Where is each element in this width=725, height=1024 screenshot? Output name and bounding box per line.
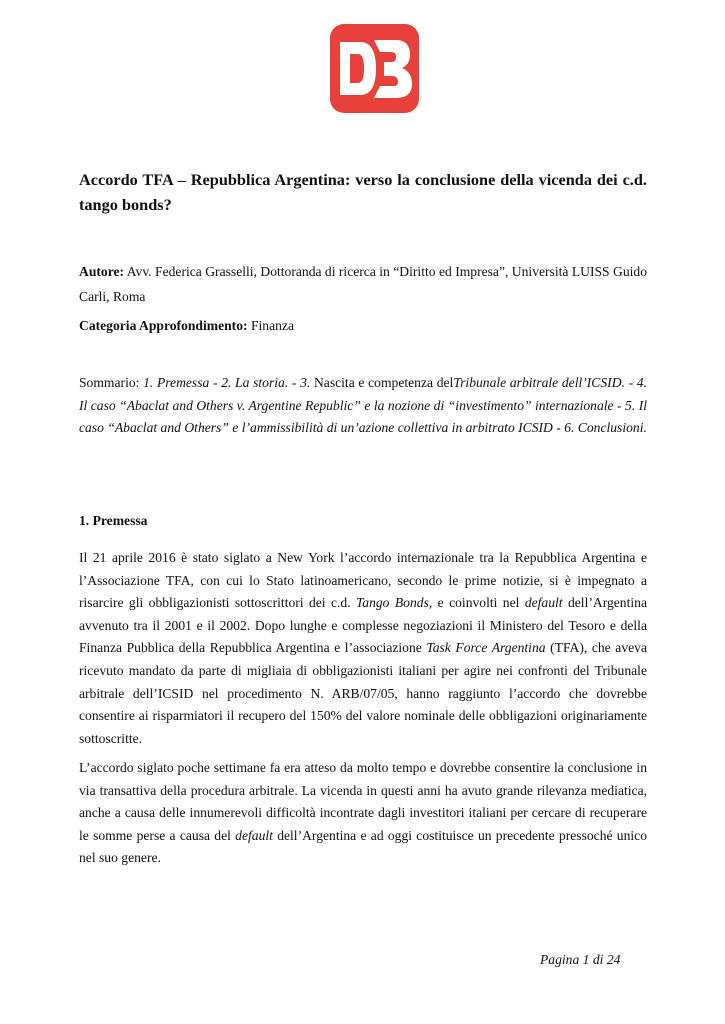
summary [79, 372, 647, 440]
para1-italic-3: Task Force Argentina [426, 640, 546, 656]
para2-text-2: dell’Argentina e ad oggi costituisce un precedente pressoché unico nel suo genere. [79, 827, 647, 866]
category-line [79, 313, 647, 338]
author-label: Autore: [79, 264, 125, 279]
paragraph-2 [79, 757, 647, 870]
author-value: Avv. Federica Grasselli, Dottoranda di ricerca in “Diritto ed Impresa”, Università LUISS Guido Carli, Roma [79, 264, 647, 304]
summary-italic-1: 1. Premessa - 2. La storia. - 3. [143, 375, 311, 390]
summary-lead: Sommario: [79, 375, 144, 390]
page-number: Pagina 1 di 24 [540, 952, 621, 967]
para1-text-1: Il 21 aprile 2016 è stato siglato a New York l’accordo internazionale tra la Repubblica Argentina e l’Associazione TFA, con cui lo Stato latinoamericano, secondo le prime notizie, si è impegnato a risarcire gli obbligazionisti sottoscrittori dei c.d. [79, 550, 647, 611]
section-heading: 1. Premessa [79, 513, 148, 528]
para1-text-2: , e coinvolti nel [428, 595, 525, 611]
db-logo-icon [330, 24, 419, 113]
category-value: Finanza [247, 318, 294, 333]
document-title: Accordo TFA – Repubblica Argentina: verso la conclusione della vicenda dei c.d. tango bonds? [79, 170, 647, 214]
author-line [79, 259, 647, 309]
para1-text-4: (TFA), che aveva ricevuto mandato da parte di migliaia di obbligazionisti italiani per agire nei confronti del Tribunale arbitrale dell’ICSID nel procedimento N. ARB/07/05, hanno raggiunto l’accordo che dovrebbe consentire ai risparmiatori il recupero del 150% del valore nominale delle obbligazioni originariamente sottoscritte. [79, 640, 647, 746]
summary-plain: Nascita e competenza del [310, 375, 454, 390]
paragraph-1 [79, 547, 647, 750]
summary-italic-2: Tribunale arbitrale dell’ICSID. - 4. Il caso “Abaclat and Others v. Argentine Republic” e la nozione di “investimento” internazionale - 5. Il caso “Abaclat and Others” e l’ammissibilità di un’azione collettiva in arbitrato ICSID - 6. Conclusioni. [79, 375, 647, 435]
para2-italic-1: default [235, 827, 273, 843]
para1-text-3: dell’Argentina avvenuto tra il 2001 e il 2002. Dopo lunghe e complesse negoziazioni il Ministero del Tesoro e della Finanza Pubblica della Repubblica Argentina e l’associazione [79, 595, 647, 656]
category-label: Categoria Approfondimento: [79, 318, 248, 333]
para1-italic-2: default [524, 595, 563, 611]
para2-text-1: L’accordo siglato poche settimane fa era atteso da molto tempo e dovrebbe consentire la conclusione in via transattiva della procedura arbitrale. La vicenda in questi anni ha avuto grande rilevanza mediatica, anche a causa delle innumerevoli difficoltà incontrate dagli investitori italiani per cercare di recuperare le somme perse a causa del [79, 760, 647, 843]
para1-italic-1: Tango Bonds [355, 595, 429, 611]
